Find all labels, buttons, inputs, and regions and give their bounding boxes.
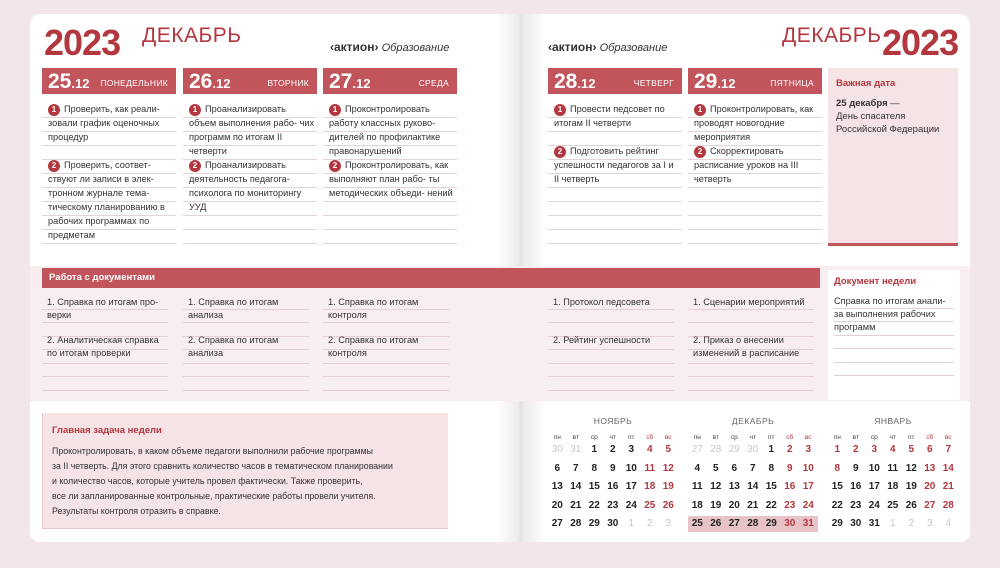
- ruled-line: [42, 377, 168, 391]
- task-number-badge: 1: [189, 104, 201, 116]
- calendar-day: 19: [662, 481, 674, 492]
- calendar-day: 17: [625, 481, 637, 492]
- day-column: [183, 68, 317, 244]
- calendar-day: 26: [905, 499, 917, 511]
- document-item: 2. Справка по итогам анализа: [188, 335, 279, 358]
- task-text: Проанализировать объем выполнения рабо- чих программ по итогам II четверти: [189, 104, 315, 156]
- brand-left: [330, 40, 449, 54]
- day-column: [548, 68, 682, 244]
- weekday-cell: пт: [628, 434, 635, 441]
- task-text: Подготовить рейтинг успешности педагогов за I и II четверть: [554, 146, 674, 184]
- calendar-day: 3: [628, 444, 635, 455]
- calendar-week: [548, 515, 678, 534]
- day-lines: [42, 104, 176, 244]
- ruled-line: [323, 216, 457, 230]
- ruled-line: [548, 364, 674, 378]
- ruled-line: [323, 230, 457, 244]
- ruled-line: [183, 377, 309, 391]
- calendar-day: 4: [694, 462, 701, 474]
- weekday-cell: вс: [944, 434, 952, 441]
- document-column: [42, 296, 168, 391]
- calendar-day: 21: [942, 481, 954, 492]
- calendar-day: 12: [662, 462, 674, 474]
- month-right: ДЕКАБРЬ: [782, 24, 882, 47]
- year-left: 2023: [44, 22, 121, 63]
- calendar-day: 11: [644, 462, 656, 474]
- task-number-badge: 1: [554, 104, 566, 116]
- year-right: 2023: [882, 22, 959, 63]
- week-document-title: Документ недели: [834, 276, 917, 287]
- calendar-day: 19: [905, 481, 917, 492]
- calendar-week: [828, 497, 958, 516]
- weekday-cell: пт: [768, 434, 775, 441]
- task-number-badge: 2: [48, 160, 60, 172]
- day-column: [688, 68, 822, 244]
- task-text: Проанализировать деятельность педагога- психолога по мониторингу УУД: [189, 160, 302, 212]
- calendar-day: 2: [646, 518, 653, 529]
- calendar-day: 27: [728, 518, 740, 529]
- calendar-day: 6: [926, 444, 933, 455]
- day-task: [554, 102, 680, 130]
- ruled-line: [548, 188, 682, 202]
- weekday-cell: вс: [664, 434, 672, 441]
- day-column: [323, 68, 457, 244]
- day-number: 27.12: [329, 70, 371, 93]
- calendar-day: 27: [924, 499, 936, 511]
- calendar-day: 27: [691, 444, 703, 455]
- brand-logo: ‹актион›: [548, 40, 597, 54]
- calendar-day: 13: [551, 481, 563, 492]
- calendar-day: 14: [570, 481, 582, 492]
- important-date-text: [836, 97, 950, 136]
- day-column: [42, 68, 176, 244]
- day-task: [48, 158, 174, 242]
- calendar-week: [828, 460, 958, 479]
- calendar-day: 4: [945, 518, 952, 529]
- calendar-week: [548, 478, 678, 497]
- document-column: [323, 296, 449, 391]
- calendar-day: 10: [868, 462, 880, 474]
- document-item: 1. Справка по итогам анализа: [188, 297, 279, 320]
- weekday-label: ПЯТНИЦА: [770, 78, 814, 88]
- month-left: ДЕКАБРЬ: [142, 24, 242, 47]
- ruled-line: [183, 216, 317, 230]
- calendar-day: 15: [765, 481, 777, 492]
- day-month-suffix: .12: [577, 76, 596, 91]
- calendar-day: 21: [747, 499, 759, 511]
- planner-spread: [30, 14, 970, 542]
- day-header: [183, 68, 317, 94]
- calendar-day: 7: [572, 462, 579, 474]
- calendar-day: 12: [905, 462, 917, 474]
- main-task-text: [52, 444, 439, 519]
- calendar-weekdays: [688, 434, 818, 441]
- ruled-line: [323, 377, 449, 391]
- document-column: [183, 296, 309, 391]
- calendar-weekdays: [548, 434, 678, 441]
- calendar-day: 22: [831, 499, 843, 511]
- calendar-day: 7: [749, 462, 756, 474]
- weekday-cell: сб: [786, 434, 794, 441]
- calendar-day: 13: [728, 481, 740, 492]
- task-number-badge: 2: [329, 160, 341, 172]
- calendar-day: 15: [831, 481, 843, 492]
- brand-text: Образование: [599, 42, 668, 54]
- day-task: [189, 102, 315, 158]
- calendar-day: 14: [747, 481, 759, 492]
- weekday-cell: чт: [889, 434, 896, 441]
- day-task: [48, 102, 174, 144]
- calendar-day: 20: [551, 499, 563, 511]
- calendar-day: 25: [644, 499, 656, 511]
- calendar-day: 17: [802, 481, 814, 492]
- calendar-day: 30: [551, 444, 563, 455]
- ruled-line: [688, 364, 814, 378]
- calendar-day: 16: [850, 481, 862, 492]
- calendar-week: [828, 478, 958, 497]
- calendar-day: 9: [609, 462, 616, 474]
- calendar-day: 24: [868, 499, 880, 511]
- calendar-day: 30: [850, 518, 862, 529]
- task-number-badge: 2: [554, 146, 566, 158]
- calendar-week: [688, 441, 818, 460]
- brand-text: Образование: [381, 42, 450, 54]
- weekday-cell: ср: [590, 434, 598, 441]
- calendar-day: 3: [871, 444, 878, 455]
- month-calendar: [828, 416, 958, 534]
- calendar-day: 29: [765, 518, 777, 529]
- weekday-cell: чт: [749, 434, 756, 441]
- calendar-day: 18: [887, 481, 899, 492]
- calendar-day: 20: [728, 499, 740, 511]
- ruled-line: [548, 230, 682, 244]
- ruled-line: [323, 202, 457, 216]
- calendar-day: 1: [889, 518, 896, 529]
- weekday-cell: пт: [908, 434, 915, 441]
- important-date-dash: —: [887, 98, 900, 109]
- important-date-desc: День спасателя Российской Федерации: [836, 111, 940, 135]
- calendar-week: [548, 460, 678, 479]
- calendar-day: 26: [662, 499, 674, 511]
- calendar-day: 7: [945, 444, 952, 455]
- ruled-line: [548, 350, 674, 364]
- ruled-line: [548, 202, 682, 216]
- main-task-panel: [42, 413, 448, 529]
- calendar-day: 1: [628, 518, 635, 529]
- calendar-day: 11: [887, 462, 899, 474]
- calendar-day: 9: [852, 462, 859, 474]
- ruled-line: [183, 364, 309, 378]
- calendar-day: 24: [625, 499, 637, 511]
- week-document-panel: [828, 270, 960, 400]
- calendar-day: 5: [712, 462, 719, 474]
- ruled-line: [42, 364, 168, 378]
- calendar-day: 2: [609, 444, 616, 455]
- task-text: Проверить, соответ- ствуют ли записи в элек- тронном журнале тема- тическому планированию в рабочих программах по предметам: [48, 160, 165, 240]
- calendar-day: 22: [588, 499, 600, 511]
- document-column: [548, 296, 674, 391]
- ruled-line: [548, 216, 682, 230]
- calendar-day: 23: [850, 499, 862, 511]
- calendar-day: 22: [765, 499, 777, 511]
- ruled-line: [688, 216, 822, 230]
- calendar-day: 15: [588, 481, 600, 492]
- calendar-day: 31: [802, 518, 814, 529]
- calendar-day: 6: [731, 462, 738, 474]
- weekday-cell: вс: [804, 434, 812, 441]
- calendar-day: 23: [607, 499, 619, 511]
- calendar-day: 13: [924, 462, 936, 474]
- calendar-day: 23: [784, 499, 796, 511]
- task-text: Скорректировать расписание уроков на III четверть: [694, 146, 799, 184]
- weekday-cell: сб: [646, 434, 654, 441]
- main-task-title: Главная задача недели: [52, 425, 162, 436]
- calendar-day: 18: [691, 499, 703, 511]
- calendar-day: 25: [691, 518, 703, 529]
- calendar-day: 11: [691, 481, 703, 492]
- weekday-cell: пн: [833, 434, 841, 441]
- calendar-day: 28: [570, 518, 582, 529]
- day-task: [189, 158, 315, 214]
- calendar-day: 2: [786, 444, 793, 455]
- day-header: [688, 68, 822, 94]
- document-item: 1. Справка по итогам про- верки: [47, 297, 159, 320]
- document-item: 2. Аналитическая справка по итогам проверки: [47, 335, 159, 358]
- day-task: [554, 144, 680, 186]
- day-number: 28.12: [554, 70, 596, 93]
- calendar-week: [688, 460, 818, 479]
- calendar-day: 3: [805, 444, 812, 455]
- day-month-suffix: .12: [71, 76, 90, 91]
- calendar-day: 28: [710, 444, 722, 455]
- day-header: [548, 68, 682, 94]
- document-item: 2. Справка по итогам контроля: [328, 335, 419, 358]
- calendar-day: 29: [831, 518, 843, 529]
- weekday-cell: вт: [712, 434, 719, 441]
- day-number: 25.12: [48, 70, 90, 93]
- weekday-cell: вт: [852, 434, 859, 441]
- week-document-text: [834, 295, 954, 334]
- weekday-cell: пн: [693, 434, 701, 441]
- main-task-line: все ли запланированные контрольные, практические работы провели учителя.: [52, 491, 376, 501]
- calendar-day: 3: [665, 518, 672, 529]
- day-month-suffix: .12: [212, 76, 231, 91]
- calendar-day: 8: [768, 462, 775, 474]
- calendar-day: 28: [747, 518, 759, 529]
- main-task-line: за II четверть. Для этого сравнить количество часов в тематическом планировании: [52, 461, 393, 471]
- calendar-day: 27: [551, 518, 563, 529]
- task-number-badge: 2: [694, 146, 706, 158]
- calendar-day: 10: [625, 462, 637, 474]
- calendar-day: 2: [852, 444, 859, 455]
- day-month-suffix: .12: [717, 76, 736, 91]
- calendar-day: 30: [607, 518, 619, 529]
- calendar-day: 6: [554, 462, 561, 474]
- calendar-day: 16: [607, 481, 619, 492]
- weekday-label: ВТОРНИК: [267, 78, 309, 88]
- documents-title: Работа с документами: [42, 268, 820, 288]
- calendar-day: 26: [710, 518, 722, 529]
- important-date-day: 25 декабря: [836, 98, 888, 109]
- day-lines: [323, 104, 457, 244]
- task-text: Проконтролировать, как проводят новогодние мероприятия: [694, 104, 814, 142]
- main-task-line: Результаты контроля отразить в справке.: [52, 506, 221, 516]
- document-column: [688, 296, 814, 391]
- calendar-day: 25: [887, 499, 899, 511]
- calendar-day: 24: [802, 499, 814, 511]
- ruled-line: [183, 230, 317, 244]
- ruled-line: [688, 377, 814, 391]
- calendar-day: 14: [942, 462, 954, 474]
- day-header: [323, 68, 457, 94]
- calendar-week: [548, 441, 678, 460]
- calendar-day: 5: [665, 444, 672, 455]
- document-item: 1. Сценарии мероприятий: [693, 297, 805, 307]
- calendar-day: 28: [942, 499, 954, 511]
- calendar-week: [828, 441, 958, 460]
- weekday-label: ПОНЕДЕЛЬНИК: [100, 78, 168, 88]
- month-calendar: [548, 416, 678, 534]
- ruled-line: [688, 310, 814, 324]
- calendar-day: 21: [570, 499, 582, 511]
- calendar-day: 31: [570, 444, 582, 455]
- ruled-line: [688, 230, 822, 244]
- day-lines: [548, 104, 682, 244]
- ruled-line: [548, 310, 674, 324]
- calendar-week: [828, 515, 958, 534]
- calendar-month-name: ЯНВАРЬ: [874, 416, 912, 426]
- calendar-day: 29: [588, 518, 600, 529]
- calendar-week: [688, 478, 818, 497]
- calendar-day: 30: [747, 444, 759, 455]
- calendar-day: 12: [710, 481, 722, 492]
- brand-right: [548, 40, 667, 54]
- calendar-week: [548, 497, 678, 516]
- calendar-week: [688, 515, 818, 534]
- ruled-line: [688, 202, 822, 216]
- calendar-day: 31: [868, 518, 880, 529]
- calendar-weekdays: [828, 434, 958, 441]
- calendar-day: 10: [802, 462, 814, 474]
- task-text: Проконтролировать, как выполняют план рабо- ты методических объеди- нений: [329, 160, 453, 198]
- calendar-day: 1: [591, 444, 598, 455]
- calendar-day: 20: [924, 481, 936, 492]
- important-date-title: Важная дата: [836, 78, 896, 89]
- calendar-day: 29: [728, 444, 740, 455]
- task-text: Проверить, как реали- зовали график оценочных процедур: [48, 104, 160, 142]
- calendar-day: 8: [591, 462, 598, 474]
- document-item: 2. Рейтинг успешности: [553, 335, 651, 345]
- task-number-badge: 2: [189, 160, 201, 172]
- task-number-badge: 1: [694, 104, 706, 116]
- task-text: Проконтролировать работу классных руково- дителей по профилактике правонарушений: [329, 104, 441, 156]
- calendar-day: 4: [646, 444, 653, 455]
- day-month-suffix: .12: [352, 76, 371, 91]
- calendar-day: 4: [889, 444, 896, 455]
- day-number: 29.12: [694, 70, 736, 93]
- important-date-panel: [828, 68, 958, 246]
- day-task: [329, 158, 455, 200]
- task-text: Провести педсовет по итогам II четверти: [554, 104, 665, 128]
- calendar-day: 19: [710, 499, 722, 511]
- calendar-day: 1: [834, 444, 841, 455]
- weekday-label: СРЕДА: [418, 78, 449, 88]
- day-header: [42, 68, 176, 94]
- calendar-week: [688, 497, 818, 516]
- weekday-cell: сб: [926, 434, 934, 441]
- ruled-line: [548, 377, 674, 391]
- weekday-cell: вт: [572, 434, 579, 441]
- weekday-cell: ср: [870, 434, 878, 441]
- brand-logo: ‹актион›: [330, 40, 379, 54]
- day-task: [694, 144, 820, 186]
- weekday-cell: чт: [609, 434, 616, 441]
- calendar-day: 5: [908, 444, 915, 455]
- day-lines: [688, 104, 822, 244]
- calendar-month-name: НОЯБРЬ: [593, 416, 633, 426]
- calendar-day: 1: [768, 444, 775, 455]
- document-item: 2. Приказ о внесении изменений в расписание: [693, 335, 800, 358]
- calendar-day: 8: [834, 462, 841, 474]
- calendar-day: 18: [644, 481, 656, 492]
- ruled-line: [323, 364, 449, 378]
- task-number-badge: 1: [48, 104, 60, 116]
- week-document-body: Справка по итогам анали- за выполнения рабочих программ: [834, 296, 946, 332]
- document-item: 1. Справка по итогам контроля: [328, 297, 419, 320]
- month-calendar: [688, 416, 818, 534]
- weekday-label: ЧЕТВЕРГ: [633, 78, 674, 88]
- calendar-day: 9: [786, 462, 793, 474]
- weekday-cell: ср: [730, 434, 738, 441]
- calendar-day: 3: [926, 518, 933, 529]
- calendar-day: 17: [868, 481, 880, 492]
- day-number: 26.12: [189, 70, 231, 93]
- weekday-cell: пн: [553, 434, 561, 441]
- document-item: 1. Протокол педсовета: [553, 297, 650, 307]
- calendar-day: 16: [784, 481, 796, 492]
- calendar-day: 30: [784, 518, 796, 529]
- day-lines: [183, 104, 317, 244]
- main-task-line: и количество часов, которые учитель провел фактически. Также проверить,: [52, 476, 363, 486]
- ruled-line: [688, 188, 822, 202]
- task-number-badge: 1: [329, 104, 341, 116]
- day-task: [694, 102, 820, 144]
- calendar-day: 2: [908, 518, 915, 529]
- main-task-line: Проконтролировать, в каком объеме педагоги выполнили рабочие программы: [52, 446, 373, 456]
- calendar-month-name: ДЕКАБРЬ: [731, 416, 775, 426]
- day-task: [329, 102, 455, 158]
